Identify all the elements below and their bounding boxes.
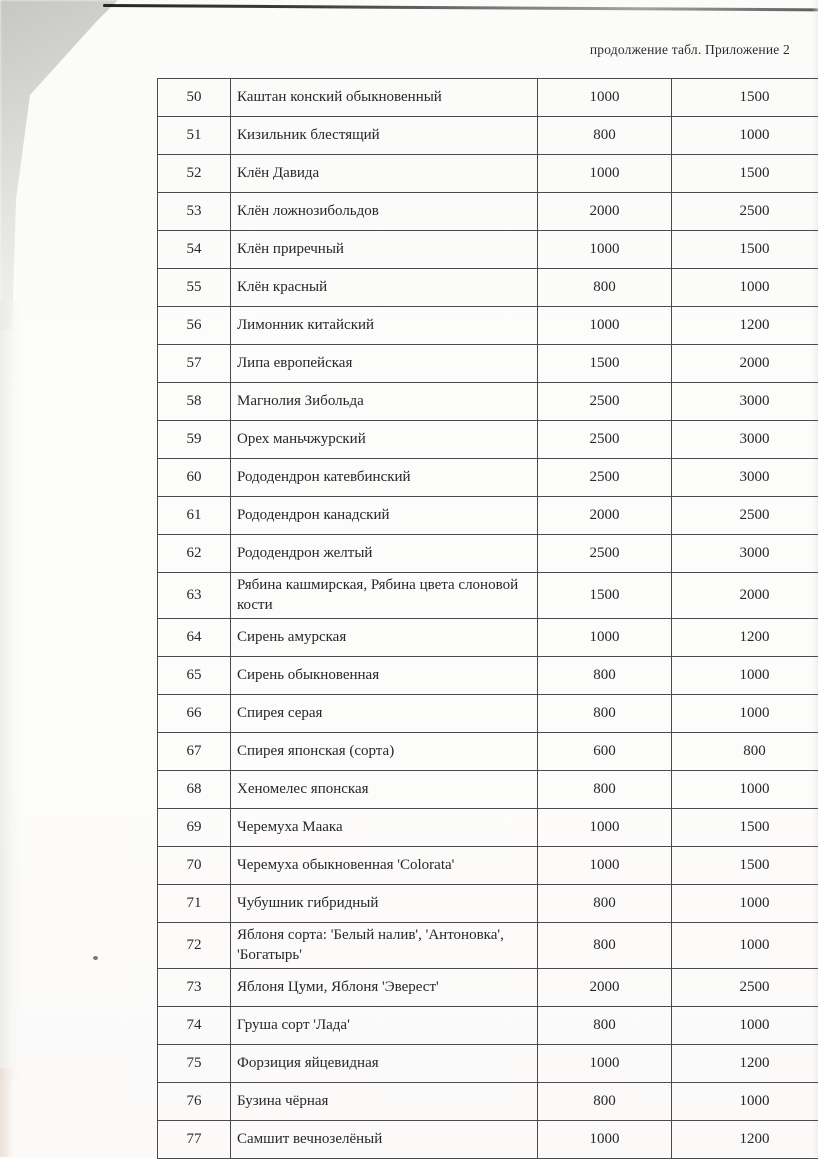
plant-price-table (157, 78, 818, 1159)
table-row (158, 117, 818, 155)
cell-price1: 800 (538, 1007, 672, 1045)
cell-name: Рододендрон желтый (231, 535, 538, 573)
table-row (158, 809, 818, 847)
cell-price2: 1000 (672, 771, 818, 809)
cell-price2: 1500 (672, 809, 818, 847)
cell-price1: 800 (538, 269, 672, 307)
table-row (158, 1045, 818, 1083)
cell-price2: 800 (672, 733, 818, 771)
cell-price1: 2500 (538, 421, 672, 459)
cell-name: Лимонник китайский (231, 307, 538, 345)
cell-price1: 2500 (538, 383, 672, 421)
cell-name: Груша сорт 'Лада' (231, 1007, 538, 1045)
cell-price2: 1200 (672, 1121, 818, 1159)
cell-name: Спирея японская (сорта) (231, 733, 538, 771)
cell-num: 58 (158, 383, 231, 421)
cell-price2: 1500 (672, 155, 818, 193)
cell-name: Форзиция яйцевидная (231, 1045, 538, 1083)
cell-price1: 1000 (538, 1045, 672, 1083)
cell-price1: 800 (538, 885, 672, 923)
cell-price2: 2500 (672, 497, 818, 535)
cell-num: 55 (158, 269, 231, 307)
cell-price2: 1200 (672, 307, 818, 345)
cell-num: 56 (158, 307, 231, 345)
cell-price1: 800 (538, 117, 672, 155)
cell-name: Яблоня сорта: 'Белый налив', 'Антоновка', 'Богатырь' (231, 923, 538, 969)
table-row (158, 923, 818, 969)
cell-name: Рододендрон катевбинский (231, 459, 538, 497)
cell-price1: 1000 (538, 1121, 672, 1159)
cell-name: Рябина кашмирская, Рябина цвета слоновой кости (231, 573, 538, 619)
cell-num: 68 (158, 771, 231, 809)
cell-price2: 1200 (672, 619, 818, 657)
table-row (158, 1007, 818, 1045)
cell-name: Каштан конский обыкновенный (231, 79, 538, 117)
cell-price1: 1000 (538, 79, 672, 117)
plant-table-body (158, 79, 818, 1159)
cell-price1: 1000 (538, 307, 672, 345)
cell-name: Самшит вечнозелёный (231, 1121, 538, 1159)
cell-price1: 800 (538, 1083, 672, 1121)
cell-price2: 2500 (672, 193, 818, 231)
cell-num: 60 (158, 459, 231, 497)
cell-price2: 1000 (672, 657, 818, 695)
cell-name: Липа европейская (231, 345, 538, 383)
cell-num: 66 (158, 695, 231, 733)
cell-name: Бузина чёрная (231, 1083, 538, 1121)
cell-num: 62 (158, 535, 231, 573)
cell-price1: 2000 (538, 193, 672, 231)
table-row (158, 383, 818, 421)
cell-name: Клён красный (231, 269, 538, 307)
cell-num: 70 (158, 847, 231, 885)
cell-num: 75 (158, 1045, 231, 1083)
cell-price2: 1000 (672, 695, 818, 733)
table-row (158, 847, 818, 885)
cell-name: Клён ложнозибольдов (231, 193, 538, 231)
table-row (158, 733, 818, 771)
table-row (158, 1121, 818, 1159)
cell-price2: 2000 (672, 345, 818, 383)
table-row (158, 155, 818, 193)
cell-price1: 1000 (538, 155, 672, 193)
cell-num: 51 (158, 117, 231, 155)
cell-num: 65 (158, 657, 231, 695)
cell-price1: 2000 (538, 497, 672, 535)
table-row (158, 695, 818, 733)
cell-num: 71 (158, 885, 231, 923)
cell-name: Сирень обыкновенная (231, 657, 538, 695)
cell-price1: 2500 (538, 535, 672, 573)
cell-name: Черемуха обыкновенная 'Colorata' (231, 847, 538, 885)
cell-price1: 1500 (538, 345, 672, 383)
cell-num: 57 (158, 345, 231, 383)
cell-num: 77 (158, 1121, 231, 1159)
scan-top-edge-line (103, 4, 818, 11)
cell-price1: 800 (538, 923, 672, 969)
cell-name: Яблоня Цуми, Яблоня 'Эверест' (231, 969, 538, 1007)
cell-num: 74 (158, 1007, 231, 1045)
table-row (158, 79, 818, 117)
cell-price1: 1000 (538, 847, 672, 885)
cell-num: 50 (158, 79, 231, 117)
scan-bottom-left-edge (0, 1068, 14, 1157)
cell-price1: 1000 (538, 809, 672, 847)
cell-num: 76 (158, 1083, 231, 1121)
table-row (158, 193, 818, 231)
cell-price2: 1000 (672, 1007, 818, 1045)
cell-name: Спирея серая (231, 695, 538, 733)
cell-price2: 1200 (672, 1045, 818, 1083)
cell-price2: 1000 (672, 923, 818, 969)
table-row (158, 497, 818, 535)
table-row (158, 307, 818, 345)
cell-price1: 600 (538, 733, 672, 771)
cell-price2: 2000 (672, 573, 818, 619)
cell-price2: 3000 (672, 535, 818, 573)
cell-price1: 1500 (538, 573, 672, 619)
cell-price1: 1000 (538, 231, 672, 269)
table-row (158, 421, 818, 459)
cell-num: 64 (158, 619, 231, 657)
cell-price2: 1500 (672, 847, 818, 885)
cell-num: 63 (158, 573, 231, 619)
table-row (158, 969, 818, 1007)
cell-price1: 800 (538, 657, 672, 695)
page-header-note: продолжение табл. Приложение 2 (0, 42, 790, 58)
cell-price1: 800 (538, 695, 672, 733)
cell-price2: 2500 (672, 969, 818, 1007)
cell-name: Клён Давида (231, 155, 538, 193)
table-row (158, 535, 818, 573)
table-row (158, 885, 818, 923)
cell-price2: 1000 (672, 885, 818, 923)
table-row (158, 619, 818, 657)
cell-price1: 2000 (538, 969, 672, 1007)
cell-name: Сирень амурская (231, 619, 538, 657)
cell-name: Магнолия Зибольда (231, 383, 538, 421)
cell-name: Клён приречный (231, 231, 538, 269)
table-row (158, 231, 818, 269)
cell-name: Рододендрон канадский (231, 497, 538, 535)
table-row (158, 771, 818, 809)
cell-num: 73 (158, 969, 231, 1007)
table-row (158, 1083, 818, 1121)
cell-price1: 2500 (538, 459, 672, 497)
cell-price2: 1500 (672, 231, 818, 269)
table-row (158, 345, 818, 383)
cell-name: Чубушник гибридный (231, 885, 538, 923)
cell-num: 54 (158, 231, 231, 269)
table-row (158, 459, 818, 497)
cell-num: 67 (158, 733, 231, 771)
cell-price2: 1500 (672, 79, 818, 117)
cell-num: 53 (158, 193, 231, 231)
scan-left-edge-shadow (0, 300, 22, 1080)
cell-price2: 1000 (672, 269, 818, 307)
cell-num: 59 (158, 421, 231, 459)
cell-num: 72 (158, 923, 231, 969)
scan-dot-artifact (93, 956, 98, 960)
cell-price2: 3000 (672, 383, 818, 421)
cell-name: Кизильник блестящий (231, 117, 538, 155)
cell-price2: 3000 (672, 421, 818, 459)
table-row (158, 573, 818, 619)
cell-name: Хеномелес японская (231, 771, 538, 809)
table-row (158, 269, 818, 307)
cell-num: 61 (158, 497, 231, 535)
cell-price2: 1000 (672, 1083, 818, 1121)
cell-price2: 3000 (672, 459, 818, 497)
cell-name: Черемуха Маака (231, 809, 538, 847)
table-row (158, 657, 818, 695)
cell-price2: 1000 (672, 117, 818, 155)
cell-price1: 1000 (538, 619, 672, 657)
cell-price1: 800 (538, 771, 672, 809)
cell-num: 52 (158, 155, 231, 193)
cell-num: 69 (158, 809, 231, 847)
cell-name: Орех маньчжурский (231, 421, 538, 459)
